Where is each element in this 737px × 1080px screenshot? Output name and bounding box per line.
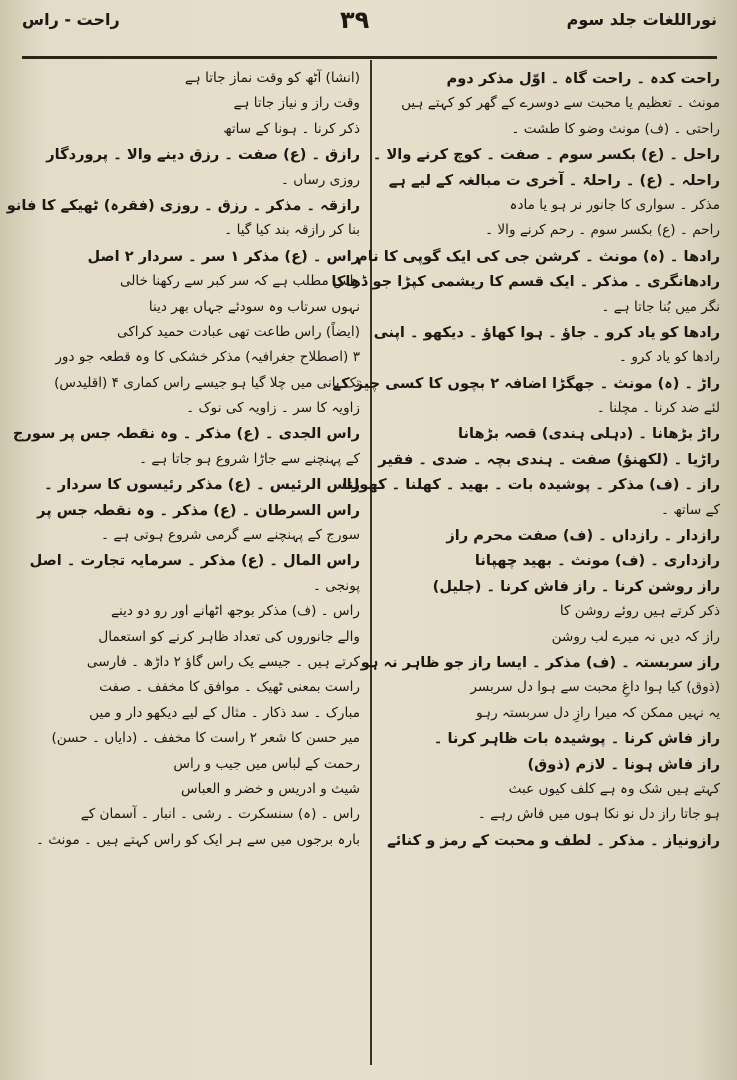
- entry-headword-line: راز فاش کرنا ۔ پوشیدہ بات ظاہر کرنا ۔: [433, 730, 720, 748]
- entry-headword-line: راز سربستہ ۔ (ف) مذکر ۔ ایسا راز جو ظاہر نہ ہو: [360, 653, 720, 671]
- entry-text-line: نگر میں بُنا جاتا ہے ۔: [601, 298, 720, 315]
- entry-text-line: (ذوق) کیا ہوا داغِ محبت سے ہوا دل سربسر: [470, 679, 720, 696]
- entry-headword-line: راحلہ ۔ (ع) ۔ راحلۃ ۔ آخری ت مبالغہ کے لیے ہے: [388, 171, 720, 189]
- entry-text-line: ہو جاتا راز دل نو نکا ہوں میں فاش رہے ۔: [477, 806, 720, 823]
- entry-headword-line: رازونیاز ۔ مذکر ۔ لطف و محبت کے رمز و کنائے: [387, 831, 720, 849]
- entry-headword-line: رازدار ۔ رازداں ۔ (ف) صفت محرم راز: [446, 527, 720, 545]
- entry-headword-line: رادھانگری ۔ مذکر ۔ ایک قسم کا ریشمی کپڑا جو ڈھاکا: [331, 273, 720, 291]
- entry-headword-line: رادھا ۔ (ہ) مونث ۔ کرشن جی کی ایک گوپی کا نام: [357, 247, 720, 265]
- entry-text-line: راست بمعنی ٹھیک ۔ موافق کا مخفف ۔ صفت: [99, 679, 360, 696]
- page-number: ۳۹: [340, 6, 370, 34]
- entry-text-line: میر حسن کا شعر ۲ راست کا مخفف ۔ (دایاں ۔ حسن): [51, 730, 360, 747]
- entry-headword-line: راڑیا ۔ (لکھنؤ) صفت ۔ ہندی بچہ ۔ ضدی ۔ فقیر: [378, 450, 720, 468]
- entry-text-line: راس ۔ (ف) مذکر بوجھ اٹھانے اور رو دو دینے: [111, 603, 360, 620]
- entry-text-line: بنا کر رازقہ بند کیا گیا ۔: [224, 222, 360, 239]
- entry-text-line: شیث و ادریس و خضر و العباس: [181, 780, 360, 797]
- entry-text-line: کرتے ہیں ۔ جیسے یک راس گاؤ ۲ داڑھ ۔ فارسی: [86, 653, 360, 670]
- entry-text-line: مونث ۔ تعظیم یا محبت سے دوسرے کے گھر کو کہتے ہیں: [401, 95, 720, 112]
- entry-headword-line: راس الرئیس ۔ (ع) مذکر رئیسوں کا سردار ۔: [44, 476, 360, 494]
- entry-text-line: ۳ (اصطلاح جغرافیہ) مذکر خشکی کا وہ قطعہ جو دور: [55, 349, 360, 366]
- entry-headword-line: راز روشن کرنا ۔ راز فاش کرنا ۔ (جلیل): [432, 577, 720, 595]
- entry-text-line: رادھا کو یاد کرو ۔: [619, 349, 720, 366]
- entry-headword-line: رادھا کو یاد کرو ۔ جاؤ ۔ ہوا کھاؤ ۔ دیکھو ۔ اپنی: [373, 323, 720, 341]
- entry-text-line: بارہ برجوں میں سے ہر ایک کو راس کہتے ہیں ۔ مونث ۔: [36, 831, 360, 848]
- entry-text-line: راس مطلب ہے کہ سر کبر سے رکھنا خالی: [119, 273, 360, 290]
- entry-text-line: کے پہنچنے سے جاڑا شروع ہو جاتا ہے ۔: [139, 450, 360, 467]
- entry-headword-line: راز فاش ہونا ۔ لازم (ذوق): [527, 755, 720, 773]
- entry-headword-line: راحل ۔ (ع) بکسر سوم ۔ صفت ۔ کوچ کرنے والا ۔: [372, 146, 720, 164]
- column-divider: [370, 60, 372, 1065]
- entry-text-line: تک پانی میں چلا گیا ہو جیسے راس کماری ۴ (اقلیدس): [54, 374, 360, 391]
- entry-text-line: پونجی ۔: [313, 577, 360, 594]
- entry-text-line: وقت راز و نیاز جاتا ہے: [233, 95, 360, 112]
- entry-text-line: زاویہ کا سر ۔ زاویہ کی نوک ۔: [186, 400, 360, 417]
- entry-text-line: والے جانوروں کی تعداد ظاہر کرنے کو استعمال: [98, 628, 360, 645]
- entry-text-line: راز کہ دیں نہ میرے لب روشن: [551, 628, 720, 645]
- entry-text-line: (انشا) آٹھ کو وقت نماز جاتا ہے: [184, 70, 360, 86]
- entry-text-line: کے ساتھ ۔: [661, 501, 720, 518]
- entry-text-line: کہتے ہیں شک وہ ہے کلف کیوں عبث: [508, 780, 720, 797]
- entry-text-line: مبارک ۔ سد ذکار ۔ مثال کے لیے دیکھو دار و میں: [89, 704, 360, 721]
- entry-headword-line: راس ۔ (ع) مذکر ۱ سر ۔ سردار ۲ اصل: [87, 247, 360, 265]
- entry-headword-line: راس المال ۔ (ع) مذکر ۔ سرمایہ تجارت ۔ اصل: [29, 552, 360, 570]
- left-column: [6, 66, 360, 853]
- entry-headword-line: راڑ بڑھانا ۔ (دہلی ہندی) قصہ بڑھانا: [458, 425, 720, 443]
- entry-text-line: مذکر ۔ سواری کا جانور نر ہو یا مادہ: [509, 196, 720, 213]
- entry-text-line: سورج کے پہنچنے سے گرمی شروع ہوتی ہے ۔: [101, 527, 360, 544]
- entry-text-line: نہوں سرتاب وہ سودئے جہاں بھر دینا: [148, 298, 360, 315]
- header-book-title: نوراللغات جلد سوم: [566, 10, 717, 29]
- entry-text-line: روزی رساں ۔: [280, 171, 360, 188]
- entry-headword-line: رازداری ۔ (ف) مونث ۔ بھید چھپانا: [474, 552, 720, 570]
- entry-text-line: یہ نہیں ممکن کہ میرا رازِ دل سربستہ رہو: [476, 704, 720, 721]
- entry-headword-line: راڑ ۔ (ہ) مونث ۔ جھگڑا اضافہ ۲ بچوں کا کسی چیز کے: [332, 374, 720, 392]
- entry-headword-line: راحت کدہ ۔ راحت گاہ ۔ اوّل مذکر دوم: [446, 70, 720, 87]
- header-divider: [22, 56, 717, 59]
- entry-headword-line: راس السرطان ۔ (ع) مذکر ۔ وہ نقطہ جس پر: [37, 501, 360, 519]
- entry-text-line: راحم ۔ (ع) بکسر سوم ۔ رحم کرنے والا ۔: [485, 222, 720, 239]
- entry-text-line: ذکر کرنا ۔ ہونا کے ساتھ: [223, 120, 360, 137]
- header-keyword-range: راحت - راس: [22, 10, 120, 29]
- entry-headword-line: رازقہ ۔ مذکر ۔ رزق ۔ روزی (فقرہ) ٹھیکے کا فانو: [6, 196, 360, 214]
- entry-text-line: راس ۔ (ہ) سنسکرت ۔ رشی ۔ انبار ۔ آسمان کے: [80, 806, 360, 823]
- entry-headword-line: راس الجدی ۔ (ع) مذکر ۔ وہ نقطہ جس پر سورج: [12, 425, 360, 443]
- entry-text-line: ذکر کرتے ہیں روئے روشن کا: [559, 603, 720, 620]
- entry-text-line: لئے ضد کرنا ۔ مچلنا ۔: [596, 400, 720, 417]
- page-header: [0, 0, 737, 58]
- entry-headword-line: رازق ۔ (ع) صفت ۔ رزق دینے والا ۔ پروردگار: [46, 146, 360, 164]
- entry-text-line: (ایضاً) راس طاعت تھی عبادت حمید کراکی: [116, 323, 360, 340]
- entry-text-line: رحمت کے لباس میں جیب و راس: [173, 755, 360, 772]
- entry-headword-line: راز ۔ (ف) مذکر ۔ پوشیدہ بات ۔ بھید ۔ کھلنا ۔ کھولنا: [342, 476, 720, 494]
- entry-text-line: راحتی ۔ (ف) مونث وضو کا طشت ۔: [511, 120, 720, 137]
